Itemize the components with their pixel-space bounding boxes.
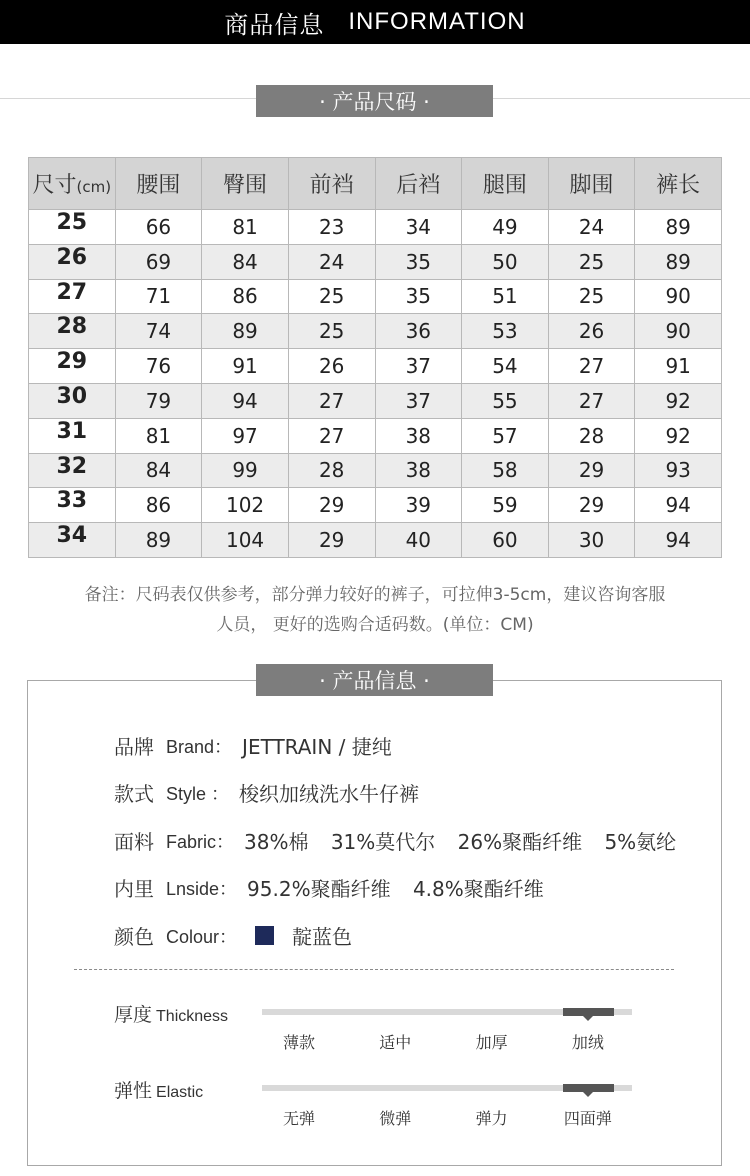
measure-cell: 60 bbox=[462, 523, 549, 558]
fabric-values bbox=[244, 826, 692, 855]
style-label: 款式 bbox=[114, 782, 154, 806]
size-cell: 25 bbox=[29, 210, 116, 245]
measure-cell: 37 bbox=[375, 383, 462, 418]
dashed-divider bbox=[74, 969, 674, 970]
measure-cell: 35 bbox=[375, 244, 462, 279]
measure-cell: 58 bbox=[462, 453, 549, 488]
size-cell: 34 bbox=[29, 523, 116, 558]
measure-cell: 81 bbox=[115, 418, 202, 453]
size-cell: 32 bbox=[29, 453, 116, 488]
fabric-value: 5%氨纶 bbox=[604, 830, 677, 854]
thickness-label: 厚度 Thickness bbox=[114, 1004, 229, 1026]
table-row bbox=[29, 349, 722, 384]
fabric-row bbox=[114, 826, 692, 855]
fabric-label: 面料 bbox=[114, 830, 154, 854]
measure-cell: 23 bbox=[288, 210, 375, 245]
measure-cell: 25 bbox=[288, 279, 375, 314]
note-line: 备注：尺码表仅供参考，部分弹力较好的裤子，可拉伸3-5cm，建议咨询客服 bbox=[84, 585, 666, 605]
thickness-option: 加厚 bbox=[475, 1033, 508, 1052]
column-header: 腿围 bbox=[462, 158, 549, 210]
lining-value: 95.2%聚酯纤维 bbox=[247, 877, 391, 901]
brand-label: 品牌 bbox=[114, 735, 154, 759]
measure-cell: 29 bbox=[548, 453, 635, 488]
thickness-label-en: Thickness bbox=[156, 1008, 229, 1025]
measure-cell: 28 bbox=[288, 453, 375, 488]
size-cell: 31 bbox=[29, 418, 116, 453]
table-row bbox=[29, 279, 722, 314]
thickness-option: 适中 bbox=[379, 1033, 412, 1052]
measure-cell: 51 bbox=[462, 279, 549, 314]
measure-cell: 53 bbox=[462, 314, 549, 349]
measure-cell: 36 bbox=[375, 314, 462, 349]
measure-cell: 57 bbox=[462, 418, 549, 453]
column-header-size: 尺寸(cm) bbox=[29, 158, 116, 210]
brand-value: JETTRAIN / 捷纯 bbox=[242, 735, 392, 759]
measure-cell: 34 bbox=[375, 210, 462, 245]
info-section-tag: · 产品信息 · bbox=[256, 664, 493, 696]
colour-label: 颜色 bbox=[114, 925, 154, 949]
column-header: 腰围 bbox=[115, 158, 202, 210]
size-cell: 27 bbox=[29, 279, 116, 314]
lining-value: 4.8%聚酯纤维 bbox=[412, 877, 544, 901]
header-title-en: INFORMATION bbox=[348, 8, 526, 35]
measure-cell: 86 bbox=[115, 488, 202, 523]
colour-value: 靛蓝色 bbox=[292, 925, 353, 949]
lining-label-en: Lnside： bbox=[166, 878, 238, 899]
lining-label: 内里 bbox=[114, 877, 154, 901]
column-header: 裤长 bbox=[635, 158, 722, 210]
column-header: 前裆 bbox=[288, 158, 375, 210]
style-row bbox=[114, 778, 419, 807]
elastic-option: 无弹 bbox=[282, 1109, 315, 1128]
elastic-label-en: Elastic bbox=[156, 1084, 204, 1101]
style-value: 梭织加绒洗水牛仔裤 bbox=[239, 782, 420, 806]
lining-values bbox=[247, 873, 560, 902]
measure-cell: 25 bbox=[548, 244, 635, 279]
measure-cell: 26 bbox=[288, 349, 375, 384]
thickness-options bbox=[262, 1030, 632, 1054]
measure-cell: 59 bbox=[462, 488, 549, 523]
measure-cell: 69 bbox=[115, 244, 202, 279]
table-row bbox=[29, 314, 722, 349]
measure-cell: 89 bbox=[635, 244, 722, 279]
measure-cell: 27 bbox=[548, 349, 635, 384]
fabric-label-en: Fabric： bbox=[166, 831, 235, 852]
size-cell: 30 bbox=[29, 383, 116, 418]
measure-cell: 38 bbox=[375, 453, 462, 488]
table-row bbox=[29, 453, 722, 488]
measure-cell: 27 bbox=[288, 418, 375, 453]
column-header: 脚围 bbox=[548, 158, 635, 210]
table-row bbox=[29, 488, 722, 523]
measure-cell: 40 bbox=[375, 523, 462, 558]
measure-cell: 104 bbox=[202, 523, 289, 558]
measure-cell: 25 bbox=[548, 279, 635, 314]
elastic-option: 微弹 bbox=[379, 1109, 412, 1128]
unit-label: (cm) bbox=[76, 178, 112, 196]
measure-cell: 79 bbox=[115, 383, 202, 418]
measure-cell: 89 bbox=[635, 210, 722, 245]
colour-row bbox=[114, 921, 352, 950]
note-line: 人员， 更好的选购合适码数。(单位：CM) bbox=[216, 615, 534, 635]
size-cell: 26 bbox=[29, 244, 116, 279]
size-cell: 29 bbox=[29, 349, 116, 384]
thickness-option: 薄款 bbox=[282, 1033, 315, 1052]
measure-cell: 37 bbox=[375, 349, 462, 384]
colour-label-en: Colour： bbox=[166, 926, 238, 947]
fabric-value: 26%聚酯纤维 bbox=[457, 830, 583, 854]
measure-cell: 89 bbox=[202, 314, 289, 349]
measure-cell: 90 bbox=[635, 279, 722, 314]
measure-cell: 89 bbox=[115, 523, 202, 558]
measure-cell: 102 bbox=[202, 488, 289, 523]
measure-cell: 76 bbox=[115, 349, 202, 384]
measure-cell: 30 bbox=[548, 523, 635, 558]
measure-cell: 39 bbox=[375, 488, 462, 523]
header-title-cn: 商品信息 bbox=[224, 10, 325, 39]
measure-cell: 27 bbox=[548, 383, 635, 418]
size-cell: 28 bbox=[29, 314, 116, 349]
measure-cell: 84 bbox=[202, 244, 289, 279]
measure-cell: 35 bbox=[375, 279, 462, 314]
column-header: 后裆 bbox=[375, 158, 462, 210]
elastic-option: 四面弹 bbox=[563, 1109, 612, 1128]
measure-cell: 92 bbox=[635, 418, 722, 453]
measure-cell: 24 bbox=[288, 244, 375, 279]
measure-cell: 26 bbox=[548, 314, 635, 349]
measure-cell: 97 bbox=[202, 418, 289, 453]
fabric-value: 31%莫代尔 bbox=[330, 830, 436, 854]
measure-cell: 91 bbox=[202, 349, 289, 384]
measure-cell: 29 bbox=[548, 488, 635, 523]
measure-cell: 27 bbox=[288, 383, 375, 418]
size-table bbox=[28, 157, 722, 558]
elastic-meter bbox=[262, 1085, 632, 1091]
measure-cell: 29 bbox=[288, 488, 375, 523]
column-header: 臀围 bbox=[202, 158, 289, 210]
measure-cell: 84 bbox=[115, 453, 202, 488]
size-table-header bbox=[29, 158, 722, 210]
measure-cell: 66 bbox=[115, 210, 202, 245]
elastic-label: 弹性 Elastic bbox=[114, 1080, 204, 1102]
colour-swatch bbox=[255, 926, 274, 945]
size-section-tag: · 产品尺码 · bbox=[256, 85, 493, 117]
measure-cell: 92 bbox=[635, 383, 722, 418]
table-row bbox=[29, 383, 722, 418]
size-note bbox=[30, 580, 720, 640]
measure-cell: 86 bbox=[202, 279, 289, 314]
elastic-option: 弹力 bbox=[475, 1109, 508, 1128]
thickness-indicator bbox=[563, 1008, 614, 1016]
measure-cell: 38 bbox=[375, 418, 462, 453]
measure-cell: 99 bbox=[202, 453, 289, 488]
size-cell: 33 bbox=[29, 488, 116, 523]
measure-cell: 94 bbox=[635, 523, 722, 558]
header-bar bbox=[0, 0, 750, 44]
measure-cell: 49 bbox=[462, 210, 549, 245]
table-row bbox=[29, 523, 722, 558]
measure-cell: 81 bbox=[202, 210, 289, 245]
table-row bbox=[29, 418, 722, 453]
table-row bbox=[29, 210, 722, 245]
measure-cell: 90 bbox=[635, 314, 722, 349]
fabric-value: 38%棉 bbox=[244, 830, 309, 854]
brand-row bbox=[114, 731, 392, 760]
measure-cell: 91 bbox=[635, 349, 722, 384]
measure-cell: 74 bbox=[115, 314, 202, 349]
measure-cell: 28 bbox=[548, 418, 635, 453]
brand-label-en: Brand： bbox=[166, 736, 233, 757]
thickness-option: 加绒 bbox=[571, 1033, 604, 1052]
style-label-en: Style ： bbox=[166, 783, 230, 804]
measure-cell: 93 bbox=[635, 453, 722, 488]
table-row bbox=[29, 244, 722, 279]
lining-row bbox=[114, 873, 560, 902]
thickness-meter bbox=[262, 1009, 632, 1015]
measure-cell: 94 bbox=[635, 488, 722, 523]
measure-cell: 71 bbox=[115, 279, 202, 314]
measure-cell: 94 bbox=[202, 383, 289, 418]
measure-cell: 29 bbox=[288, 523, 375, 558]
measure-cell: 54 bbox=[462, 349, 549, 384]
measure-cell: 55 bbox=[462, 383, 549, 418]
elastic-indicator bbox=[563, 1084, 614, 1092]
measure-cell: 25 bbox=[288, 314, 375, 349]
measure-cell: 24 bbox=[548, 210, 635, 245]
measure-cell: 50 bbox=[462, 244, 549, 279]
elastic-options bbox=[262, 1106, 632, 1130]
